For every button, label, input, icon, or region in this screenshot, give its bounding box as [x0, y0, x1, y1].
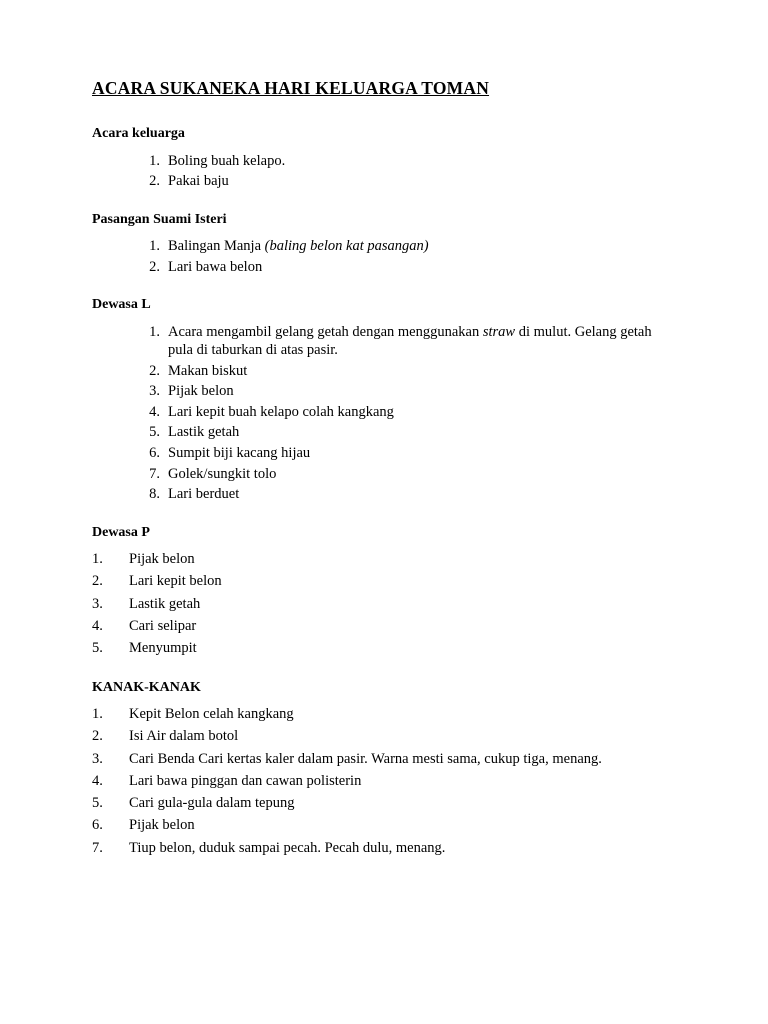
list-item-number: 2. — [92, 573, 103, 590]
section-pasangan-suami-isteri — [92, 211, 676, 277]
list-item-text: Boling buah kelapo. — [168, 152, 286, 169]
list-item — [142, 362, 676, 381]
list-item-number: 2. — [149, 173, 160, 190]
page-title: ACARA SUKANEKA HARI KELUARGA TOMAN — [92, 78, 490, 98]
list-item — [92, 727, 676, 746]
list-item — [92, 816, 676, 835]
list-item — [92, 639, 676, 658]
section-heading: Dewasa L — [92, 297, 151, 313]
list-item-text: Makan biskut — [168, 362, 248, 379]
list-item — [92, 550, 676, 569]
list-item-number: 1. — [92, 706, 103, 723]
list-item-number: 1. — [149, 238, 160, 255]
list-item-text-cont: di mulut. Gelang getah pula di taburkan di atas pasir. — [168, 323, 652, 359]
list-item — [142, 485, 676, 504]
list-item — [142, 237, 676, 256]
list-item — [142, 323, 676, 360]
list-item — [92, 595, 676, 614]
list-item-number: 1. — [149, 323, 160, 340]
list-item-text: Lari kepit buah kelapo colah kangkang — [168, 403, 394, 420]
list-kanak-kanak — [92, 705, 676, 858]
list-item-text: Lari bawa belon — [168, 258, 263, 275]
list-item-text: Pijak belon — [168, 383, 234, 400]
section-kanak-kanak — [92, 679, 676, 858]
section-acara-keluarga — [92, 125, 676, 191]
list-item — [92, 794, 676, 813]
list-item-text: Balingan Manja — [168, 238, 265, 255]
list-item — [142, 423, 676, 442]
section-dewasa-p — [92, 524, 676, 659]
list-item — [142, 444, 676, 463]
list-item — [142, 258, 676, 277]
list-item-number: 2. — [149, 258, 160, 275]
list-item-number: 3. — [92, 750, 103, 767]
list-item — [92, 839, 676, 858]
list-dewasa-p — [92, 550, 676, 658]
list-item-number: 4. — [92, 617, 103, 634]
section-dewasa-l — [92, 296, 676, 503]
list-pasangan-suami-isteri — [92, 237, 676, 276]
list-item-number: 6. — [149, 444, 160, 461]
list-item-text: Isi Air dalam botol — [129, 728, 239, 745]
section-heading: Pasangan Suami Isteri — [92, 211, 227, 227]
list-item-text: Kepit Belon celah kangkang — [129, 706, 294, 723]
list-item-text: Lari bawa pinggan dan cawan polisterin — [129, 772, 362, 789]
list-item — [142, 172, 676, 191]
list-item-number: 7. — [92, 839, 103, 856]
list-item-text: Pijak belon — [129, 817, 195, 834]
section-heading: KANAK-KANAK — [92, 679, 201, 695]
list-item — [92, 750, 676, 769]
list-item-text: Acara mengambil gelang getah dengan menggunakan — [168, 323, 483, 340]
list-item-text: Cari selipar — [129, 617, 197, 634]
list-item — [142, 465, 676, 484]
list-item-text: Cari gula-gula dalam tepung — [129, 795, 295, 812]
list-item-text: Lastik getah — [129, 595, 201, 612]
list-item — [142, 152, 676, 171]
list-item-text: Menyumpit — [129, 640, 197, 657]
list-item-text: Cari Benda Cari kertas kaler dalam pasir. Warna mesti sama, cukup tiga, menang. — [129, 750, 602, 767]
list-item-number: 3. — [92, 595, 103, 612]
list-item-text-italic: (baling belon kat pasangan) — [264, 238, 429, 255]
list-item-number: 2. — [92, 728, 103, 745]
section-heading: Acara keluarga — [92, 126, 185, 141]
list-item-number: 1. — [149, 152, 160, 169]
list-item-number: 1. — [92, 551, 103, 568]
list-item-text: Pijak belon — [129, 551, 195, 568]
list-item-text: Lari kepit belon — [129, 573, 222, 590]
list-acara-keluarga — [92, 152, 676, 191]
list-item-text: Golek/sungkit tolo — [168, 465, 277, 482]
list-item-number: 5. — [149, 424, 160, 441]
list-item-number: 6. — [92, 817, 103, 834]
list-item-number: 2. — [149, 362, 160, 379]
list-item — [92, 772, 676, 791]
list-item-number: 5. — [92, 640, 103, 657]
list-item-text: Lari berduet — [168, 486, 240, 503]
list-item-number: 5. — [92, 795, 103, 812]
list-item — [92, 617, 676, 636]
list-item-number: 7. — [149, 465, 160, 482]
list-item — [92, 572, 676, 591]
list-item-number: 4. — [149, 403, 160, 420]
list-item-text: Tiup belon, duduk sampai pecah. Pecah dulu, menang. — [129, 839, 446, 856]
list-item — [142, 382, 676, 401]
list-item-text: Sumpit biji kacang hijau — [168, 444, 311, 461]
list-dewasa-l — [92, 323, 676, 504]
list-item — [92, 705, 676, 724]
list-item-number: 4. — [92, 772, 103, 789]
list-item-text-italic: straw — [482, 323, 516, 340]
list-item — [142, 403, 676, 422]
list-item-number: 8. — [149, 486, 160, 503]
list-item-text: Lastik getah — [168, 424, 240, 441]
section-heading: Dewasa P — [92, 524, 150, 540]
list-item-text: Pakai baju — [168, 173, 229, 190]
list-item-number: 3. — [149, 383, 160, 400]
